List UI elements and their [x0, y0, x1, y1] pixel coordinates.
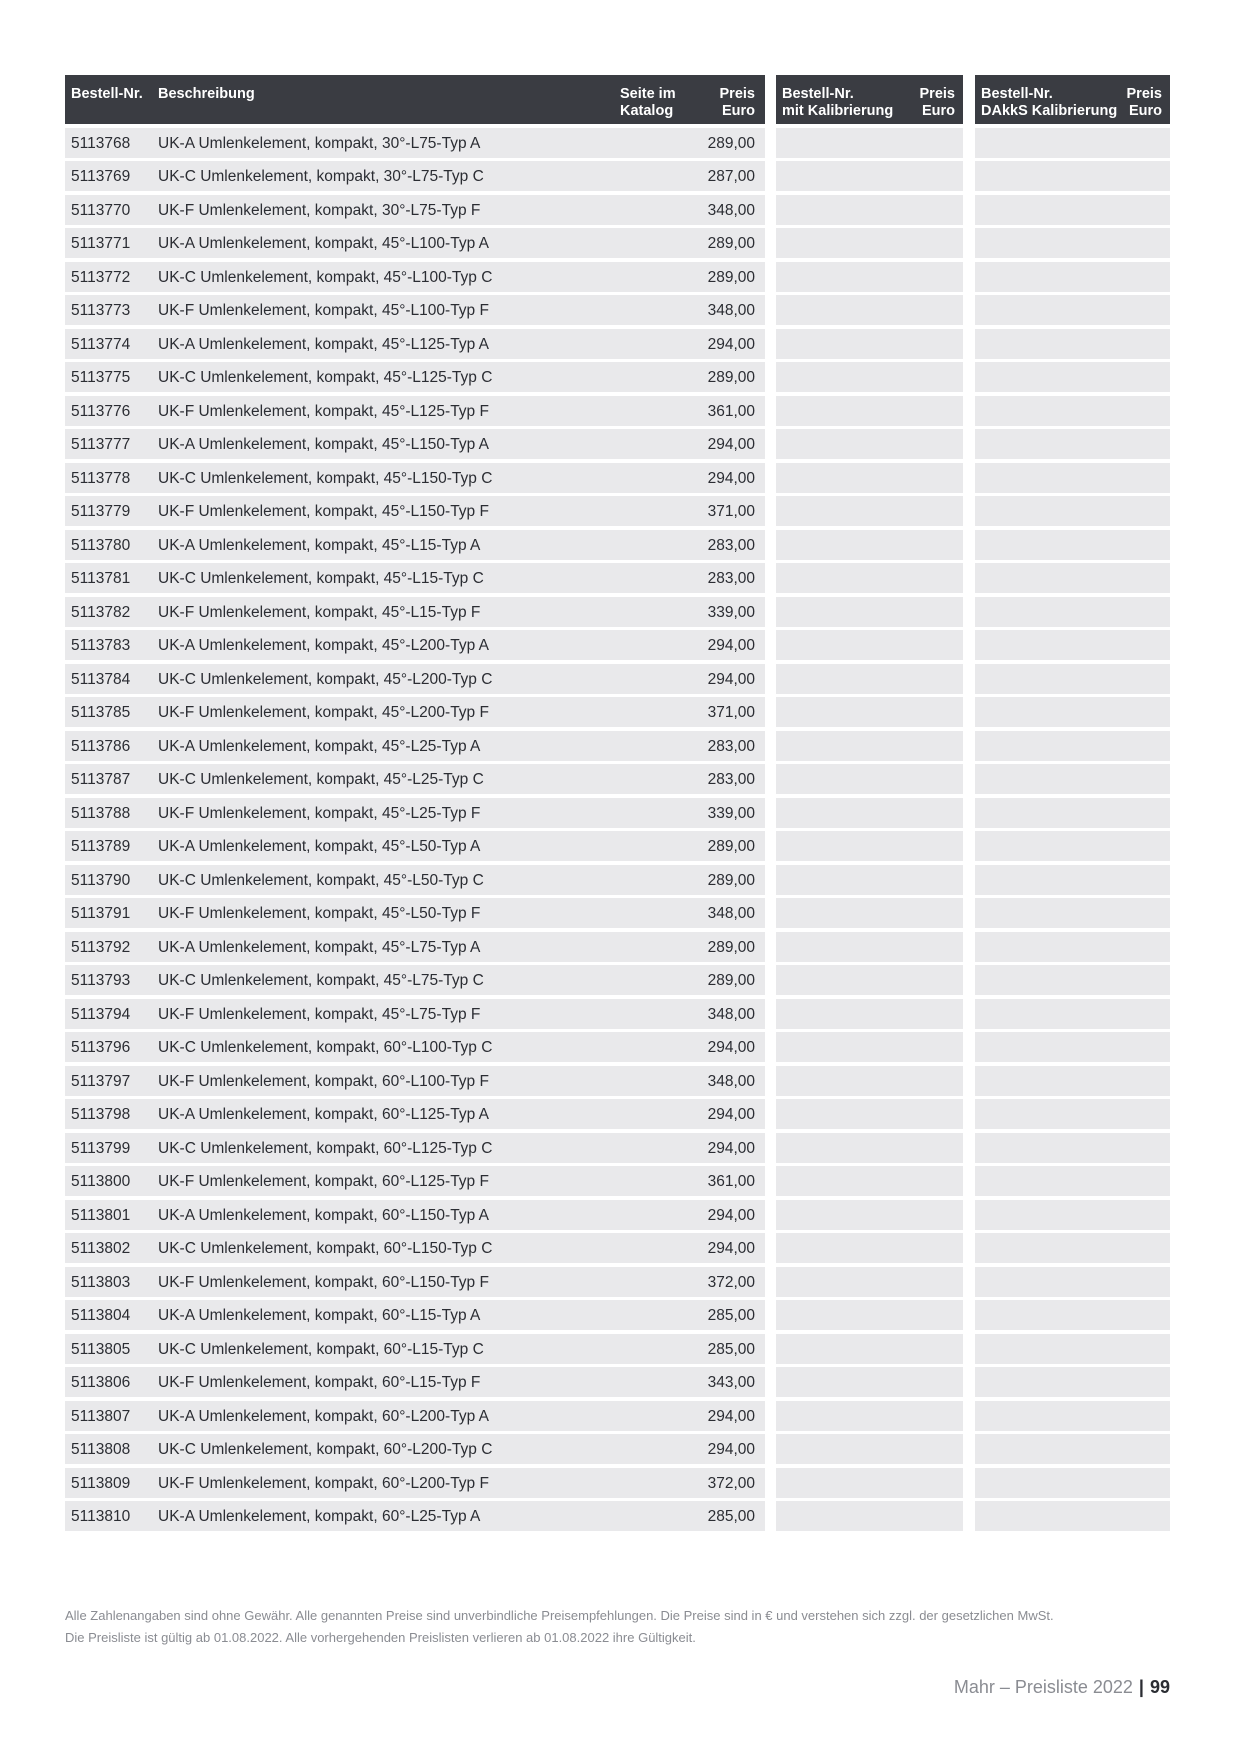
- order-number: 5113774: [71, 335, 131, 353]
- price: 294,00: [707, 1206, 755, 1224]
- description: UK-A Umlenkelement, kompakt, 60°-L200-Typ A: [158, 1407, 489, 1425]
- calibration-row: [776, 1032, 963, 1062]
- dakks-row: [975, 1066, 1170, 1096]
- price: 294,00: [707, 1407, 755, 1425]
- table-row: [65, 161, 765, 191]
- order-number: 5113782: [71, 603, 131, 621]
- order-number: 5113800: [71, 1173, 131, 1190]
- header-description: Beschreibung: [158, 86, 255, 102]
- price: 283,00: [707, 771, 755, 788]
- price: 339,00: [707, 804, 755, 822]
- description: UK-F Umlenkelement, kompakt, 45°-L200-Typ F: [158, 704, 489, 721]
- order-number: 5113809: [71, 1474, 131, 1492]
- description: UK-A Umlenkelement, kompakt, 60°-L150-Typ A: [158, 1206, 489, 1224]
- order-number: 5113805: [71, 1340, 131, 1358]
- price: 294,00: [707, 1039, 755, 1056]
- table-row: [65, 965, 765, 995]
- description: UK-A Umlenkelement, kompakt, 30°-L75-Typ A: [158, 134, 481, 152]
- table-row: [65, 1166, 765, 1196]
- dakks-row: [975, 731, 1170, 761]
- order-number: 5113781: [71, 570, 131, 587]
- price: 371,00: [707, 503, 755, 520]
- price: 372,00: [707, 1273, 755, 1291]
- price: 285,00: [707, 1307, 755, 1324]
- description: UK-F Umlenkelement, kompakt, 60°-L150-Typ F: [158, 1273, 489, 1291]
- price: 348,00: [707, 201, 755, 219]
- dakks-row: [975, 764, 1170, 794]
- dakks-row: [975, 831, 1170, 861]
- table-row: [65, 764, 765, 794]
- calibration-row: [776, 1166, 963, 1196]
- price: 283,00: [707, 570, 755, 587]
- dakks-row: [975, 1166, 1170, 1196]
- order-number: 5113808: [71, 1441, 131, 1458]
- table-row: [65, 329, 765, 359]
- price: 348,00: [707, 905, 755, 922]
- calibration-row: [776, 831, 963, 861]
- dakks-row: [975, 1099, 1170, 1129]
- dakks-row: [975, 128, 1170, 158]
- order-number: 5113785: [71, 704, 131, 721]
- calibration-row: [776, 1434, 963, 1464]
- dakks-row: [975, 161, 1170, 191]
- table-row: [65, 563, 765, 593]
- table-row: [65, 1066, 765, 1096]
- table-row: [65, 731, 765, 761]
- calibration-body: [776, 128, 963, 1532]
- table-row: [65, 1367, 765, 1397]
- price: 289,00: [707, 369, 755, 386]
- dakks-row: [975, 1267, 1170, 1297]
- table-row: [65, 496, 765, 526]
- description: UK-C Umlenkelement, kompakt, 45°-L125-Typ C: [158, 369, 493, 386]
- order-number: 5113789: [71, 838, 131, 855]
- dakks-row: [975, 262, 1170, 292]
- order-number: 5113783: [71, 637, 131, 654]
- table-row: [65, 1501, 765, 1531]
- order-number: 5113772: [71, 268, 131, 286]
- dakks-row: [975, 1401, 1170, 1431]
- description: UK-C Umlenkelement, kompakt, 45°-L150-Typ C: [158, 469, 493, 487]
- page-footer: [954, 1677, 1170, 1698]
- dakks-row: [975, 1300, 1170, 1330]
- calibration-row: [776, 1468, 963, 1498]
- calibration-row: [776, 530, 963, 560]
- calibration-row: [776, 1267, 963, 1297]
- page-number: 99: [1149, 1677, 1170, 1697]
- description: UK-F Umlenkelement, kompakt, 45°-L100-Typ F: [158, 302, 489, 319]
- dakks-row: [975, 664, 1170, 694]
- calibration-row: [776, 731, 963, 761]
- table-row: [65, 597, 765, 627]
- table-row: [65, 429, 765, 459]
- header-price: Preis Euro: [719, 86, 755, 119]
- dakks-row: [975, 798, 1170, 828]
- order-number: 5113787: [71, 771, 131, 788]
- calibration-row: [776, 228, 963, 258]
- description: UK-C Umlenkelement, kompakt, 45°-L25-Typ C: [158, 771, 484, 788]
- order-number: 5113770: [71, 201, 131, 219]
- calibration-row: [776, 262, 963, 292]
- order-number: 5113784: [71, 670, 131, 688]
- description: UK-A Umlenkelement, kompakt, 45°-L50-Typ A: [158, 838, 481, 855]
- description: UK-C Umlenkelement, kompakt, 60°-L150-Typ C: [158, 1240, 493, 1257]
- table-row: [65, 128, 765, 158]
- description: UK-C Umlenkelement, kompakt, 30°-L75-Typ C: [158, 168, 484, 185]
- dakks-row: [975, 429, 1170, 459]
- price: 348,00: [707, 1072, 755, 1090]
- table-row: [65, 463, 765, 493]
- order-number: 5113792: [71, 938, 131, 956]
- disclaimer-line: Die Preisliste ist gültig ab 01.08.2022. Alle vorhergehenden Preislisten verlieren ab 01.08.2022 ihre Gültigkeit.: [65, 1630, 696, 1645]
- order-number: 5113778: [71, 469, 131, 487]
- table-row: [65, 1032, 765, 1062]
- dakks-row: [975, 1468, 1170, 1498]
- calibration-row: [776, 1200, 963, 1230]
- calibration-row: [776, 865, 963, 895]
- description: UK-F Umlenkelement, kompakt, 30°-L75-Typ F: [158, 201, 481, 219]
- description: UK-A Umlenkelement, kompakt, 45°-L150-Typ A: [158, 436, 489, 453]
- price: 361,00: [707, 1173, 755, 1190]
- header-dakks-order: Bestell-Nr. DAkkS Kalibrierung: [981, 86, 1118, 119]
- price: 361,00: [707, 402, 755, 420]
- table-row: [65, 798, 765, 828]
- order-number: 5113775: [71, 369, 131, 386]
- dakks-row: [975, 1434, 1170, 1464]
- header-catalog-page: Seite im Katalog: [620, 86, 676, 119]
- dakks-row: [975, 295, 1170, 325]
- price: 289,00: [707, 134, 755, 152]
- price: 289,00: [707, 972, 755, 989]
- calibration-table: [776, 75, 963, 1531]
- description: UK-F Umlenkelement, kompakt, 45°-L125-Typ F: [158, 402, 489, 420]
- table-row: [65, 1267, 765, 1297]
- price: 283,00: [707, 737, 755, 755]
- price: 294,00: [707, 1139, 755, 1157]
- calibration-row: [776, 630, 963, 660]
- order-number: 5113771: [71, 235, 131, 252]
- calibration-header: [776, 75, 963, 124]
- price: 289,00: [707, 871, 755, 889]
- table-row: [65, 630, 765, 660]
- dakks-row: [975, 1501, 1170, 1531]
- calibration-row: [776, 664, 963, 694]
- calibration-row: [776, 295, 963, 325]
- calibration-row: [776, 932, 963, 962]
- calibration-row: [776, 496, 963, 526]
- description: UK-A Umlenkelement, kompakt, 45°-L75-Typ A: [158, 938, 481, 956]
- table-row: [65, 664, 765, 694]
- dakks-row: [975, 1367, 1170, 1397]
- description: UK-F Umlenkelement, kompakt, 45°-L150-Typ F: [158, 503, 489, 520]
- calibration-row: [776, 1334, 963, 1364]
- dakks-row: [975, 396, 1170, 426]
- description: UK-C Umlenkelement, kompakt, 45°-L75-Typ C: [158, 972, 484, 989]
- order-number: 5113810: [71, 1508, 131, 1525]
- table-row: [65, 1200, 765, 1230]
- dakks-row: [975, 597, 1170, 627]
- description: UK-C Umlenkelement, kompakt, 60°-L200-Typ C: [158, 1441, 493, 1458]
- price: 285,00: [707, 1340, 755, 1358]
- dakks-row: [975, 195, 1170, 225]
- order-number: 5113777: [71, 436, 131, 453]
- dakks-header: [975, 75, 1170, 124]
- calibration-row: [776, 362, 963, 392]
- description: UK-A Umlenkelement, kompakt, 60°-L15-Typ A: [158, 1307, 481, 1324]
- header-dakks-price: Preis Euro: [1126, 86, 1162, 119]
- calibration-row: [776, 329, 963, 359]
- footer-separator: |: [1138, 1677, 1144, 1697]
- order-number: 5113806: [71, 1374, 131, 1391]
- description: UK-F Umlenkelement, kompakt, 60°-L15-Typ F: [158, 1374, 481, 1391]
- calibration-row: [776, 1233, 963, 1263]
- price: 372,00: [707, 1474, 755, 1492]
- price: 285,00: [707, 1508, 755, 1525]
- dakks-row: [975, 463, 1170, 493]
- table-row: [65, 262, 765, 292]
- dakks-row: [975, 563, 1170, 593]
- dakks-row: [975, 329, 1170, 359]
- table-row: [65, 999, 765, 1029]
- description: UK-C Umlenkelement, kompakt, 45°-L200-Typ C: [158, 670, 493, 688]
- table-row: [65, 865, 765, 895]
- price: 294,00: [707, 469, 755, 487]
- description: UK-A Umlenkelement, kompakt, 60°-L125-Typ A: [158, 1106, 489, 1123]
- table-row: [65, 898, 765, 928]
- price: 294,00: [707, 1441, 755, 1458]
- dakks-table: [975, 75, 1170, 1531]
- table-row: [65, 362, 765, 392]
- header-calib-order: Bestell-Nr. mit Kalibrierung: [782, 86, 894, 119]
- calibration-row: [776, 597, 963, 627]
- price: 371,00: [707, 704, 755, 721]
- table-row: [65, 1401, 765, 1431]
- calibration-row: [776, 429, 963, 459]
- order-number: 5113776: [71, 402, 131, 420]
- price: 289,00: [707, 268, 755, 286]
- table-row: [65, 932, 765, 962]
- price: 294,00: [707, 436, 755, 453]
- calibration-row: [776, 1099, 963, 1129]
- table-header: [65, 75, 765, 124]
- dakks-row: [975, 865, 1170, 895]
- dakks-row: [975, 1133, 1170, 1163]
- table-row: [65, 228, 765, 258]
- dakks-row: [975, 932, 1170, 962]
- table-body: [65, 128, 765, 1532]
- description: UK-F Umlenkelement, kompakt, 45°-L75-Typ F: [158, 1005, 481, 1023]
- description: UK-A Umlenkelement, kompakt, 45°-L200-Typ A: [158, 637, 489, 654]
- table-row: [65, 1334, 765, 1364]
- description: UK-C Umlenkelement, kompakt, 60°-L100-Typ C: [158, 1039, 493, 1056]
- order-number: 5113798: [71, 1106, 131, 1123]
- calibration-row: [776, 1133, 963, 1163]
- price: 294,00: [707, 670, 755, 688]
- dakks-row: [975, 496, 1170, 526]
- calibration-row: [776, 798, 963, 828]
- dakks-row: [975, 362, 1170, 392]
- price: 348,00: [707, 1005, 755, 1023]
- price-table: [65, 75, 765, 1531]
- order-number: 5113788: [71, 804, 131, 822]
- price: 343,00: [707, 1374, 755, 1391]
- footer-brand: Mahr – Preisliste 2022: [953, 1677, 1133, 1697]
- table-row: [65, 195, 765, 225]
- order-number: 5113799: [71, 1139, 131, 1157]
- price: 283,00: [707, 536, 755, 554]
- price: 294,00: [707, 637, 755, 654]
- order-number: 5113768: [71, 134, 131, 152]
- order-number: 5113793: [71, 972, 131, 989]
- price: 294,00: [707, 335, 755, 353]
- dakks-row: [975, 1200, 1170, 1230]
- price: 289,00: [707, 235, 755, 252]
- calibration-row: [776, 1501, 963, 1531]
- description: UK-A Umlenkelement, kompakt, 60°-L25-Typ A: [158, 1508, 481, 1525]
- order-number: 5113779: [71, 503, 131, 520]
- description: UK-F Umlenkelement, kompakt, 45°-L25-Typ F: [158, 804, 481, 822]
- table-row: [65, 1300, 765, 1330]
- order-number: 5113769: [71, 168, 131, 185]
- description: UK-C Umlenkelement, kompakt, 45°-L50-Typ C: [158, 871, 484, 889]
- order-number: 5113786: [71, 737, 131, 755]
- calibration-row: [776, 1300, 963, 1330]
- order-number: 5113794: [71, 1005, 131, 1023]
- calibration-row: [776, 128, 963, 158]
- table-row: [65, 697, 765, 727]
- dakks-row: [975, 697, 1170, 727]
- dakks-row: [975, 630, 1170, 660]
- order-number: 5113790: [71, 871, 131, 889]
- dakks-row: [975, 530, 1170, 560]
- table-row: [65, 1434, 765, 1464]
- dakks-row: [975, 898, 1170, 928]
- description: UK-C Umlenkelement, kompakt, 60°-L15-Typ C: [158, 1340, 484, 1358]
- dakks-body: [975, 128, 1170, 1532]
- price: 287,00: [707, 168, 755, 185]
- order-number: 5113801: [71, 1206, 131, 1224]
- calibration-row: [776, 1401, 963, 1431]
- header-calib-price: Preis Euro: [919, 86, 955, 119]
- calibration-row: [776, 999, 963, 1029]
- calibration-row: [776, 463, 963, 493]
- description: UK-F Umlenkelement, kompakt, 45°-L50-Typ F: [158, 905, 481, 922]
- calibration-row: [776, 161, 963, 191]
- disclaimer: [65, 1605, 1054, 1649]
- table-row: [65, 1099, 765, 1129]
- order-number: 5113791: [71, 905, 131, 922]
- table-row: [65, 530, 765, 560]
- description: UK-F Umlenkelement, kompakt, 60°-L100-Typ F: [158, 1072, 489, 1090]
- order-number: 5113807: [71, 1407, 131, 1425]
- disclaimer-line: Alle Zahlenangaben sind ohne Gewähr. Alle genannten Preise sind unverbindliche Preisempfehlungen. Die Preise sind in € und verstehen sich zzgl. der gesetzlichen MwSt.: [65, 1608, 1054, 1623]
- dakks-row: [975, 1334, 1170, 1364]
- price: 294,00: [707, 1240, 755, 1257]
- table-row: [65, 1233, 765, 1263]
- header-order-no: Bestell-Nr.: [71, 86, 143, 102]
- price: 294,00: [707, 1106, 755, 1123]
- calibration-row: [776, 1367, 963, 1397]
- description: UK-F Umlenkelement, kompakt, 60°-L200-Typ F: [158, 1474, 489, 1492]
- description: UK-C Umlenkelement, kompakt, 45°-L15-Typ C: [158, 570, 484, 587]
- order-number: 5113773: [71, 302, 131, 319]
- table-row: [65, 396, 765, 426]
- dakks-row: [975, 228, 1170, 258]
- table-row: [65, 1133, 765, 1163]
- description: UK-A Umlenkelement, kompakt, 45°-L100-Typ A: [158, 235, 489, 252]
- calibration-row: [776, 898, 963, 928]
- calibration-row: [776, 697, 963, 727]
- order-number: 5113797: [71, 1072, 131, 1090]
- dakks-row: [975, 1032, 1170, 1062]
- description: UK-F Umlenkelement, kompakt, 60°-L125-Typ F: [158, 1173, 489, 1190]
- description: UK-A Umlenkelement, kompakt, 45°-L25-Typ A: [158, 737, 481, 755]
- order-number: 5113802: [71, 1240, 131, 1257]
- description: UK-A Umlenkelement, kompakt, 45°-L15-Typ A: [158, 536, 481, 554]
- calibration-row: [776, 965, 963, 995]
- table-row: [65, 831, 765, 861]
- table-row: [65, 1468, 765, 1498]
- description: UK-F Umlenkelement, kompakt, 45°-L15-Typ F: [158, 603, 481, 621]
- calibration-row: [776, 396, 963, 426]
- dakks-row: [975, 965, 1170, 995]
- price: 348,00: [707, 302, 755, 319]
- calibration-row: [776, 563, 963, 593]
- order-number: 5113803: [71, 1273, 131, 1291]
- calibration-row: [776, 764, 963, 794]
- description: UK-C Umlenkelement, kompakt, 45°-L100-Typ C: [158, 268, 493, 286]
- table-row: [65, 295, 765, 325]
- calibration-row: [776, 1066, 963, 1096]
- dakks-row: [975, 999, 1170, 1029]
- description: UK-A Umlenkelement, kompakt, 45°-L125-Typ A: [158, 335, 489, 353]
- price: 289,00: [707, 938, 755, 956]
- price: 289,00: [707, 838, 755, 855]
- dakks-row: [975, 1233, 1170, 1263]
- order-number: 5113804: [71, 1307, 131, 1324]
- order-number: 5113796: [71, 1039, 131, 1056]
- price: 339,00: [707, 603, 755, 621]
- description: UK-C Umlenkelement, kompakt, 60°-L125-Typ C: [158, 1139, 493, 1157]
- calibration-row: [776, 195, 963, 225]
- order-number: 5113780: [71, 536, 131, 554]
